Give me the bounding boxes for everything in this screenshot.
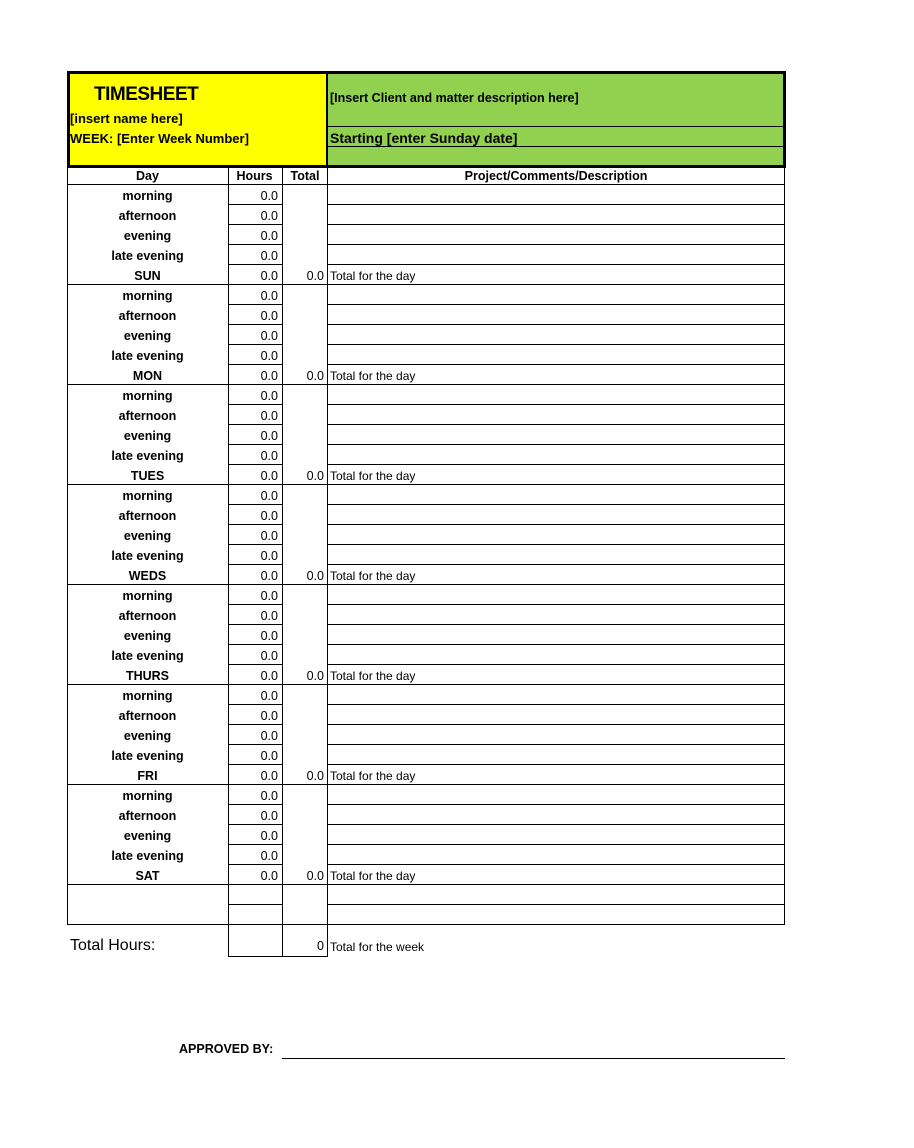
day-total-comment: Total for the day [330, 369, 416, 383]
time-slot-label: morning [122, 789, 173, 803]
hours-cell[interactable]: 0.0 [260, 489, 278, 503]
hours-cell[interactable]: 0.0 [260, 549, 278, 563]
description-cell-border [327, 764, 785, 765]
description-cell-border [327, 344, 785, 345]
hours-cell[interactable]: 0.0 [260, 629, 278, 643]
week-total-comment: Total for the week [330, 940, 425, 954]
time-slot-label: morning [122, 189, 173, 203]
day-total-comment: Total for the day [330, 469, 416, 483]
day-total-comment: Total for the day [330, 869, 416, 883]
hours-cell[interactable]: 0.0 [260, 849, 278, 863]
week-number-field[interactable]: WEEK: [Enter Week Number] [70, 131, 249, 146]
column-header-hours: Hours [236, 169, 273, 183]
hours-cell[interactable]: 0.0 [260, 509, 278, 523]
description-cell-border [327, 624, 785, 625]
hours-cell[interactable]: 0.0 [260, 449, 278, 463]
time-slot-label: evening [123, 529, 172, 543]
header-client-block [327, 71, 786, 168]
time-slot-label: afternoon [118, 509, 177, 523]
hours-cell[interactable]: 0.0 [260, 289, 278, 303]
approved-by-label: APPROVED BY: [179, 1042, 274, 1056]
client-description-field[interactable]: [Insert Client and matter description here] [330, 91, 579, 105]
time-slot-label: evening [123, 829, 172, 843]
time-slot-label: morning [122, 489, 173, 503]
description-cell-border [327, 744, 785, 745]
description-cell-border [327, 364, 785, 365]
day-name-label: TUES [130, 469, 165, 483]
time-slot-label: evening [123, 629, 172, 643]
total-box-right [327, 925, 328, 957]
hours-cell[interactable]: 0.0 [260, 209, 278, 223]
hours-cell[interactable]: 0.0 [260, 229, 278, 243]
approved-by-signature-line[interactable] [282, 1058, 785, 1059]
time-slot-label: evening [123, 329, 172, 343]
hours-cell[interactable]: 0.0 [260, 409, 278, 423]
hours-cell[interactable]: 0.0 [260, 349, 278, 363]
column-header-day: Day [136, 169, 159, 183]
total-hours-box-bottom [228, 956, 327, 957]
time-slot-label: morning [122, 589, 173, 603]
time-slot-label: afternoon [118, 209, 177, 223]
description-cell-border [327, 644, 785, 645]
description-cell-border [327, 544, 785, 545]
table-right-border [784, 168, 785, 925]
hours-cell[interactable]: 0.0 [260, 389, 278, 403]
description-column-border [327, 168, 328, 925]
day-name-label: WEDS [128, 569, 167, 583]
page-title: TIMESHEET [94, 84, 199, 105]
day-hours-total: 0.0 [260, 369, 278, 383]
time-slot-label: late evening [111, 549, 184, 563]
description-cell-border [327, 524, 785, 525]
time-slot-label: evening [123, 229, 172, 243]
column-header-total: Total [290, 169, 320, 183]
day-total-cell: 0.0 [306, 869, 324, 883]
hours-cell[interactable]: 0.0 [260, 709, 278, 723]
time-slot-label: evening [123, 729, 172, 743]
time-slot-label: afternoon [118, 809, 177, 823]
description-cell-border [327, 244, 785, 245]
description-cell-border [327, 424, 785, 425]
green-divider [328, 146, 784, 147]
time-slot-label: afternoon [118, 709, 177, 723]
day-total-comment: Total for the day [330, 769, 416, 783]
day-hours-total: 0.0 [260, 869, 278, 883]
total-hours-value: 0 [317, 939, 324, 953]
hours-cell[interactable]: 0.0 [260, 309, 278, 323]
start-date-field[interactable]: Starting [enter Sunday date] [330, 130, 518, 146]
day-total-comment: Total for the day [330, 269, 416, 283]
day-total-cell: 0.0 [306, 369, 324, 383]
description-cell-border [327, 664, 785, 665]
description-cell-border [327, 504, 785, 505]
hours-cell[interactable]: 0.0 [260, 689, 278, 703]
hours-cell[interactable]: 0.0 [260, 249, 278, 263]
description-cell-border [327, 804, 785, 805]
column-header-divider [67, 184, 785, 185]
hours-cell[interactable]: 0.0 [260, 729, 278, 743]
day-total-cell: 0.0 [306, 269, 324, 283]
day-total-cell: 0.0 [306, 569, 324, 583]
green-divider [328, 126, 784, 127]
day-total-comment: Total for the day [330, 569, 416, 583]
day-total-cell: 0.0 [306, 769, 324, 783]
column-header-description: Project/Comments/Description [464, 169, 648, 183]
time-slot-label: morning [122, 689, 173, 703]
hours-cell[interactable]: 0.0 [260, 589, 278, 603]
day-name-label: SUN [134, 269, 161, 283]
description-cell-border [327, 444, 785, 445]
hours-cell[interactable]: 0.0 [260, 329, 278, 343]
day-hours-total: 0.0 [260, 769, 278, 783]
day-name-label: FRI [137, 769, 158, 783]
hours-cell[interactable]: 0.0 [260, 189, 278, 203]
time-slot-label: late evening [111, 249, 184, 263]
hours-cell[interactable]: 0.0 [260, 789, 278, 803]
time-slot-label: afternoon [118, 309, 177, 323]
day-name-label: MON [132, 369, 163, 383]
day-hours-total: 0.0 [260, 269, 278, 283]
day-total-cell: 0.0 [306, 669, 324, 683]
total-hours-box-top [228, 924, 328, 925]
employee-name-field[interactable]: [insert name here] [70, 111, 183, 126]
description-cell-border [327, 464, 785, 465]
day-name-label: SAT [135, 869, 160, 883]
description-cell-border [327, 604, 785, 605]
total-hours-label: Total Hours: [70, 937, 156, 954]
table-bottom-border [67, 924, 785, 925]
description-cell-border [327, 404, 785, 405]
time-slot-label: late evening [111, 449, 184, 463]
hours-cell[interactable]: 0.0 [260, 649, 278, 663]
hours-cell[interactable]: 0.0 [260, 809, 278, 823]
description-cell-border [327, 304, 785, 305]
description-cell-border [327, 844, 785, 845]
hours-cell[interactable]: 0.0 [260, 749, 278, 763]
description-cell-border [327, 704, 785, 705]
description-cell-border [327, 724, 785, 725]
blank-row-border [327, 904, 785, 905]
description-cell-border [327, 864, 785, 865]
day-hours-total: 0.0 [260, 569, 278, 583]
day-total-comment: Total for the day [330, 669, 416, 683]
time-slot-label: morning [122, 289, 173, 303]
description-cell-border [327, 324, 785, 325]
day-hours-total: 0.0 [260, 669, 278, 683]
total-column-border [282, 168, 283, 957]
time-slot-label: late evening [111, 349, 184, 363]
time-slot-label: afternoon [118, 609, 177, 623]
blank-row-border [228, 904, 282, 905]
hours-cell[interactable]: 0.0 [260, 829, 278, 843]
hours-cell[interactable]: 0.0 [260, 429, 278, 443]
time-slot-label: late evening [111, 649, 184, 663]
description-cell-border [327, 264, 785, 265]
day-hours-total: 0.0 [260, 469, 278, 483]
hours-cell[interactable]: 0.0 [260, 609, 278, 623]
day-name-label: THURS [125, 669, 170, 683]
description-cell-border [327, 224, 785, 225]
time-slot-label: late evening [111, 849, 184, 863]
time-slot-label: afternoon [118, 409, 177, 423]
day-total-cell: 0.0 [306, 469, 324, 483]
time-slot-label: late evening [111, 749, 184, 763]
time-slot-label: morning [122, 389, 173, 403]
time-slot-label: evening [123, 429, 172, 443]
hours-cell[interactable]: 0.0 [260, 529, 278, 543]
description-cell-border [327, 824, 785, 825]
description-cell-border [327, 564, 785, 565]
description-cell-border [327, 204, 785, 205]
